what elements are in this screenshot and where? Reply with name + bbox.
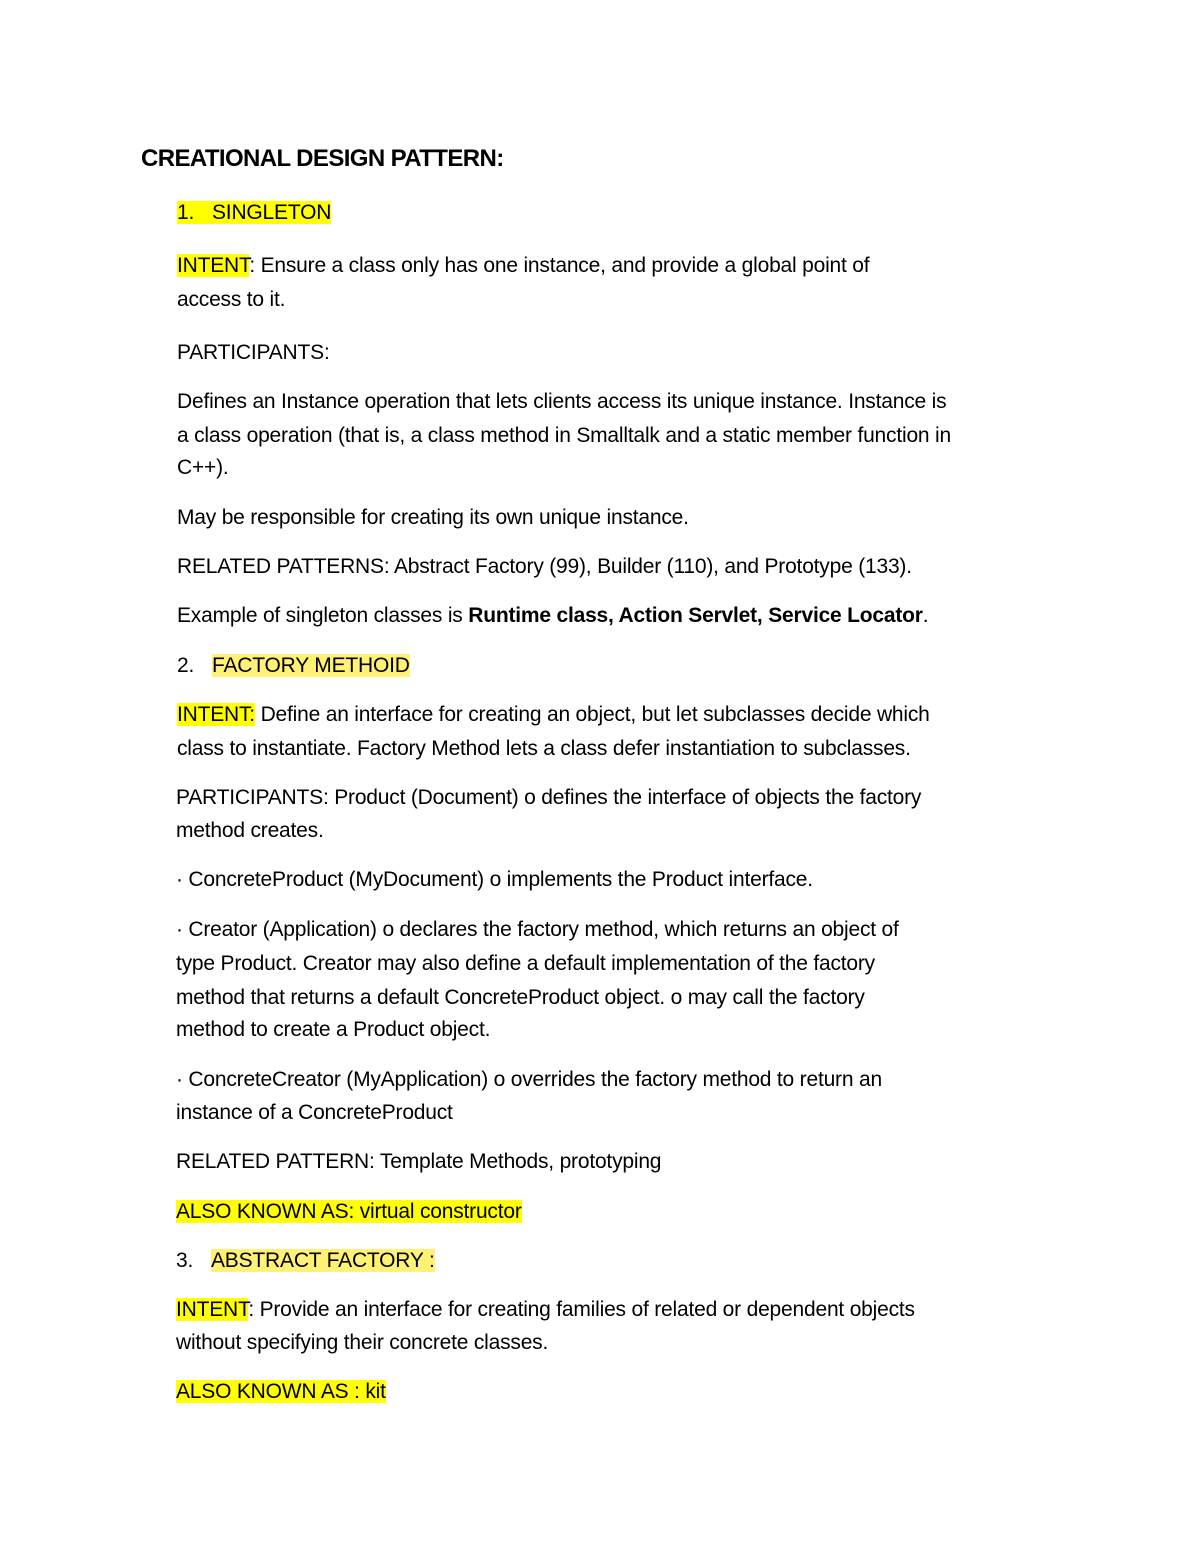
factory-method-heading: [177, 649, 410, 683]
factory-method-participants-line-2: method creates.: [176, 819, 324, 842]
singleton-participants-line-3: C++).: [177, 456, 229, 479]
singleton-example: [177, 599, 928, 633]
singleton-heading-highlight: [177, 201, 331, 224]
factory-method-aka: [176, 1195, 522, 1229]
factory-method-concrete-creator-line-2: instance of a ConcreteProduct: [176, 1101, 453, 1124]
factory-method-intent-line-2: class to instantiate. Factory Method lets a class defer instantiation to subclasses.: [177, 737, 911, 760]
singleton-intent-line-1: [177, 249, 869, 283]
abstract-factory-heading-text: ABSTRACT FACTORY :: [211, 1249, 435, 1272]
abstract-factory-aka-text: ALSO KNOWN AS : kit: [176, 1380, 386, 1403]
abstract-factory-number: 3.: [176, 1249, 194, 1272]
singleton-heading: [177, 196, 331, 230]
factory-method-number: 2.: [177, 654, 195, 677]
factory-method-intent-label: INTENT:: [177, 703, 255, 726]
abstract-factory-intent-line-2: without specifying their concrete classes.: [176, 1331, 549, 1354]
abstract-factory-aka: [176, 1375, 386, 1409]
singleton-intent-text-1: : Ensure a class only has one instance, and provide a global point of: [249, 254, 870, 277]
singleton-participants-label: PARTICIPANTS:: [177, 341, 330, 364]
abstract-factory-intent-line-1: [176, 1293, 915, 1327]
singleton-number: 1.: [177, 201, 195, 224]
factory-method-participants-line-1: PARTICIPANTS: Product (Document) o defines the interface of objects the factory: [176, 786, 922, 809]
factory-method-concrete-product: · ConcreteProduct (MyDocument) o implements the Product interface.: [176, 868, 813, 891]
factory-method-intent-line-1: [177, 698, 930, 732]
factory-method-creator-line-2: type Product. Creator may also define a default implementation of the factory: [176, 952, 875, 975]
singleton-related: RELATED PATTERNS: Abstract Factory (99), Builder (110), and Prototype (133).: [177, 555, 912, 578]
singleton-responsible: May be responsible for creating its own unique instance.: [177, 506, 689, 529]
singleton-intent-label: INTENT: [177, 254, 250, 277]
singleton-participants-line-2: a class operation (that is, a class method in Smalltalk and a static member function in: [177, 424, 951, 447]
factory-method-creator-line-1: · Creator (Application) o declares the factory method, which returns an object of: [176, 918, 899, 941]
factory-method-creator-line-4: method to create a Product object.: [176, 1018, 491, 1041]
singleton-example-suffix: .: [922, 604, 929, 627]
factory-method-intent-text-1: Define an interface for creating an object, but let subclasses decide which: [254, 703, 930, 726]
singleton-participants-line-1: Defines an Instance operation that lets clients access its unique instance. Instance is: [177, 390, 947, 413]
page-title: CREATIONAL DESIGN PATTERN:: [141, 145, 504, 172]
abstract-factory-heading: [176, 1244, 435, 1278]
factory-method-creator-line-3: method that returns a default ConcreteProduct object. o may call the factory: [176, 986, 865, 1009]
factory-method-heading-text: FACTORY METHOID: [212, 654, 410, 677]
factory-method-concrete-creator-line-1: · ConcreteCreator (MyApplication) o overrides the factory method to return an: [176, 1068, 882, 1091]
singleton-intent-line-2: access to it.: [177, 288, 286, 311]
factory-method-related: RELATED PATTERN: Template Methods, prototyping: [176, 1150, 662, 1173]
abstract-factory-intent-text-1: : Provide an interface for creating families of related or dependent objects: [248, 1298, 915, 1321]
abstract-factory-intent-label: INTENT: [176, 1298, 249, 1321]
singleton-example-bold: Runtime class, Action Servlet, Service Locator: [468, 604, 923, 627]
singleton-heading-text: SINGLETON: [212, 201, 332, 224]
factory-method-aka-text: ALSO KNOWN AS: virtual constructor: [176, 1200, 522, 1223]
singleton-example-prefix: Example of singleton classes is: [177, 604, 469, 627]
